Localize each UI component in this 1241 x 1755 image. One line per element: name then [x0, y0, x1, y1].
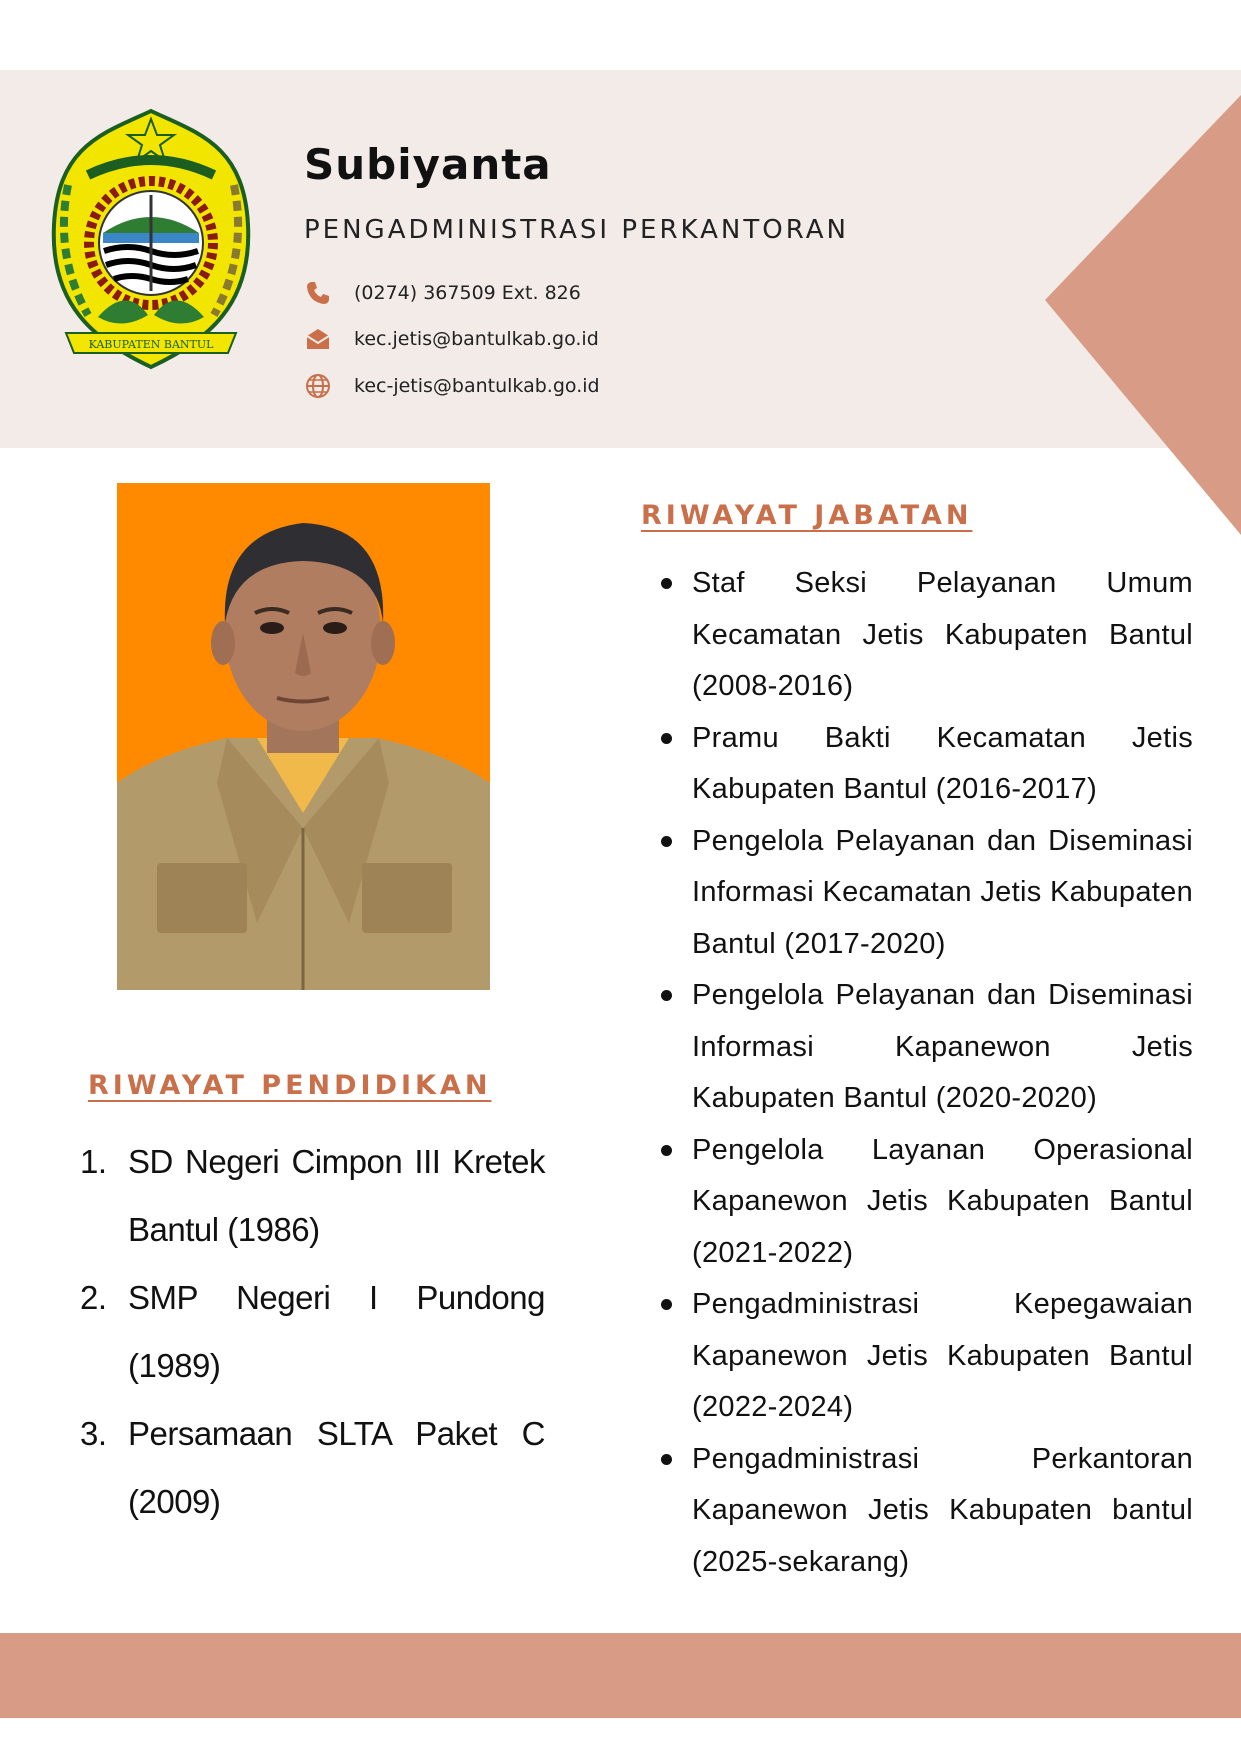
- decorative-triangle: [1045, 95, 1241, 535]
- bullet-icon: [655, 1434, 692, 1589]
- education-item-text: SD Negeri Cimpon III Kretek Bantul (1986): [128, 1143, 545, 1248]
- contact-phone: [304, 278, 581, 308]
- contact-website: [304, 371, 600, 401]
- education-list: [80, 1128, 545, 1536]
- globe-icon: [304, 372, 332, 400]
- phone-text: (0274) 367509 Ext. 826: [354, 282, 581, 304]
- bantul-regency-logo: [48, 105, 254, 377]
- career-item: [655, 1279, 1193, 1434]
- bullet-icon: [655, 1125, 692, 1280]
- bullet-icon: [655, 713, 692, 816]
- career-item-text: Pengadministrasi Kepegawaian Kapanewon Jetis Kabupaten Bantul (2022-2024): [692, 1288, 1193, 1423]
- bullet-icon: [655, 1279, 692, 1434]
- education-item: [80, 1400, 545, 1536]
- career-item-text: Pramu Bakti Kecamatan Jetis Kabupaten Bantul (2016-2017): [692, 721, 1193, 805]
- contact-email: [304, 324, 599, 354]
- education-item: [80, 1128, 545, 1264]
- career-item: [655, 1434, 1193, 1589]
- education-item-number: 1.: [80, 1143, 107, 1180]
- career-list: [655, 558, 1193, 1588]
- mail-icon: [304, 325, 332, 353]
- website-text[interactable]: kec-jetis@bantulkab.go.id: [354, 375, 600, 397]
- person-portrait: [117, 483, 490, 990]
- bullet-icon: [655, 816, 692, 971]
- career-item-text: Staf Seksi Pelayanan Umum Kecamatan Jetis Kabupaten Bantul (2008-2016): [692, 567, 1193, 702]
- education-item-text: SMP Negeri I Pundong (1989): [128, 1279, 545, 1384]
- job-title: PENGADMINISTRASI PERKANTORAN: [304, 215, 849, 245]
- career-item-text: Pengelola Pelayanan dan Diseminasi Informasi Kecamatan Jetis Kabupaten Bantul (2017-2020): [692, 824, 1193, 960]
- career-item: [655, 558, 1193, 713]
- education-item-text: Persamaan SLTA Paket C (2009): [128, 1415, 545, 1520]
- footer-band: [0, 1633, 1241, 1718]
- career-item: [655, 816, 1193, 971]
- profile-photo: [117, 483, 490, 990]
- education-item-number: 3.: [80, 1415, 107, 1452]
- bullet-icon: [655, 558, 692, 713]
- career-item: [655, 970, 1193, 1125]
- logo-ribbon-text: KABUPATEN BANTUL: [88, 338, 214, 351]
- career-item-text: Pengadministrasi Perkantoran Kapanewon Jetis Kabupaten bantul (2025-sekarang): [692, 1442, 1193, 1578]
- career-item-text: Pengelola Layanan Operasional Kapanewon Jetis Kabupaten Bantul (2021-2022): [692, 1133, 1193, 1269]
- education-item-number: 2.: [80, 1279, 107, 1316]
- career-item-text: Pengelola Pelayanan dan Diseminasi Informasi Kapanewon Jetis Kabupaten Bantul (2020-2020): [692, 979, 1193, 1114]
- person-name: Subiyanta: [304, 140, 552, 189]
- career-heading: RIWAYAT JABATAN: [641, 500, 973, 531]
- education-heading: RIWAYAT PENDIDIKAN: [88, 1070, 492, 1101]
- bullet-icon: [655, 970, 692, 1125]
- career-item: [655, 713, 1193, 816]
- phone-icon: [304, 279, 332, 307]
- education-item: [80, 1264, 545, 1400]
- email-text[interactable]: kec.jetis@bantulkab.go.id: [354, 328, 599, 350]
- career-item: [655, 1125, 1193, 1280]
